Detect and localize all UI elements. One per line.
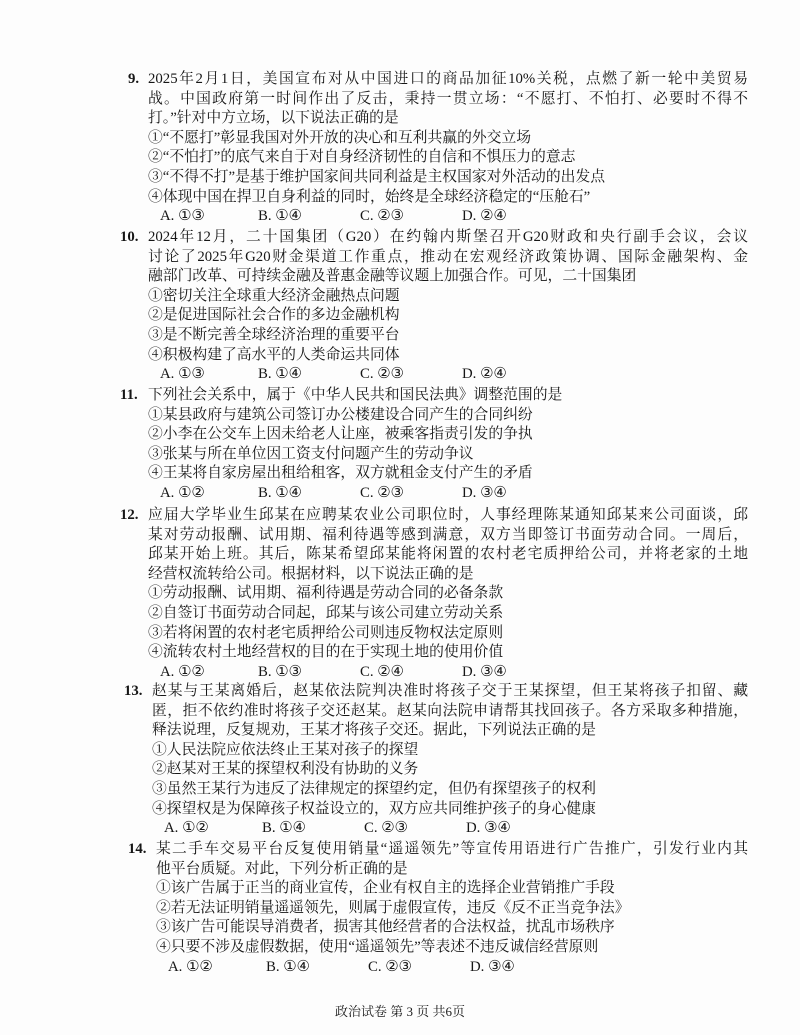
stem-line: 邱某开始上班。其后，陈某希望邱某能将闲置的农村老宅质押给公司，并将老家的土地 <box>148 546 748 563</box>
statement-3: ③虽然王某行为违反了法律规定的探望约定，但仍有探望孩子的权利 <box>152 780 596 797</box>
stem-line: 应届大学毕业生邱某在应聘某农业公司职位时，人事经理陈某通知邱某来公司面谈，邱 <box>148 507 748 523</box>
choice-a: A. ①② <box>160 484 205 501</box>
question-number: 14. <box>128 841 147 857</box>
statement-3: ③“不得不打”是基于维护国家间共同利益是主权国家对外活动的出发点 <box>148 168 606 185</box>
statement-3: ③是不断完善全球经济治理的重要平台 <box>148 326 400 343</box>
statement-2: ②小李在公交车上因未给老人让座，被乘客指责引发的争执 <box>148 426 533 443</box>
statement-1: ①“不愿打”彰显我国对外开放的决心和互利共赢的外交立场 <box>148 129 532 146</box>
question-number: 10. <box>120 229 139 245</box>
stem-line: 战。中国政府第一时间作出了反击，秉持一贯立场：“不愿打、不怕打、必要时不得不 <box>148 90 748 107</box>
choice-c: C. ②③ <box>360 208 404 225</box>
choice-d: D. ③④ <box>470 958 515 975</box>
choice-b: B. ①④ <box>258 208 302 225</box>
statement-1: ①某县政府与建筑公司签订办公楼建设合同产生的合同纠纷 <box>148 406 533 423</box>
stem-line: 融部门改革、可持续金融及普惠金融等议题上加强合作。可见，二十国集团 <box>148 268 637 285</box>
choice-c: C. ②③ <box>360 484 404 501</box>
choice-b: B. ①③ <box>258 663 302 680</box>
question-9 <box>128 70 748 227</box>
statement-4: ④积极构建了高水平的人类命运共同体 <box>148 346 400 363</box>
stem-line: 某对劳动报酬、试用期、福利待遇等感到满意，双方当即签订书面劳动合同。一周后， <box>148 526 748 543</box>
statement-3: ③该广告可能误导消费者，损害其他经营者的合法权益，扰乱市场秩序 <box>156 919 615 936</box>
stem-line: 经营权流转给公司。根据材料，以下说法正确的是 <box>148 565 474 582</box>
stem-line: 打。”针对中方立场，以下说法正确的是 <box>148 110 399 127</box>
choice-a: A. ①② <box>168 958 213 975</box>
statement-1: ①密切关注全球重大经济金融热点问题 <box>148 287 400 304</box>
question-11 <box>120 386 748 504</box>
answer-choices <box>148 484 748 504</box>
question-10 <box>120 228 748 385</box>
stem-line: 讨论了2025年G20财金渠道工作重点，推动在宏观经济政策协调、国际金融架构、金 <box>148 248 748 265</box>
stem-line: 下列社会关系中，属于《中华人民共和国民法典》调整范围的是 <box>148 387 563 403</box>
stem-line: 他平台质疑。对此，下列分析正确的是 <box>156 860 408 877</box>
choice-d: D. ③④ <box>462 663 507 680</box>
question-12 <box>120 506 748 682</box>
choice-d: D. ②④ <box>462 366 507 383</box>
statement-2: ②是促进国际社会合作的多边金融机构 <box>148 307 400 324</box>
question-number: 12. <box>120 507 139 523</box>
choice-d: D. ③④ <box>462 484 507 501</box>
statement-3: ③若将闲置的农村老宅质押给公司则违反物权法定原则 <box>148 624 504 641</box>
choice-b: B. ①④ <box>266 958 310 975</box>
choice-c: C. ②④ <box>360 663 404 680</box>
stem-line: 释法说理，反复规劝，王某才将孩子交还。据此，下列说法正确的是 <box>152 722 596 739</box>
choice-c: C. ②③ <box>360 366 404 383</box>
statement-1: ①人民法院应依法终止王某对孩子的探望 <box>152 741 419 758</box>
choice-a: A. ①② <box>160 663 205 680</box>
stem-line: 匿，拒不依约准时将孩子交还赵某。赵某向法院申请帮其找回孩子。各方采取多种措施， <box>152 702 748 719</box>
stem-line: 2025年2月1日，美国宣布对从中国进口的商品加征10%关税，点燃了新一轮中美贸易 <box>148 71 748 87</box>
answer-choices <box>156 958 748 978</box>
choice-b: B. ①④ <box>262 820 306 837</box>
answer-choices <box>148 663 748 683</box>
answer-choices <box>148 207 748 227</box>
statement-2: ②“不怕打”的底气来自于对自身经济韧性的自信和不惧压力的意志 <box>148 149 576 166</box>
choice-a: A. ①③ <box>160 208 205 225</box>
question-number: 13. <box>124 683 143 699</box>
choice-a: A. ①② <box>164 820 209 837</box>
stem-line: 2024年12月，二十国集团（G20）在约翰内斯堡召开G20财政和央行副手会议，会议 <box>148 229 748 245</box>
choice-d: D. ②④ <box>462 208 507 225</box>
answer-choices <box>152 819 748 839</box>
stem-line: 赵某与王某离婚后，赵某依法院判决准时将孩子交于王某探望，但王某将孩子扣留、藏 <box>152 683 748 699</box>
choice-b: B. ①④ <box>258 484 302 501</box>
statement-4: ④流转农村土地经营权的目的在于实现土地的使用价值 <box>148 644 504 661</box>
question-number: 9. <box>128 71 140 87</box>
stem-line: 某二手车交易平台反复使用销量“遥遥领先”等宣传用语进行广告推广，引发行业内其 <box>156 841 748 857</box>
choice-d: D. ③④ <box>466 820 511 837</box>
answer-choices <box>148 365 748 385</box>
statement-3: ③张某与所在单位因工资支付问题产生的劳动争议 <box>148 445 474 462</box>
statement-2: ②若无法证明销量遥遥领先，则属于虚假宣传，违反《反不正当竞争法》 <box>156 899 630 916</box>
statement-4: ④王某将自家房屋出租给租客，双方就租金支付产生的矛盾 <box>148 465 533 482</box>
statement-4: ④只要不涉及虚假数据，使用“遥遥领先”等表述不违反诚信经营原则 <box>156 938 599 955</box>
question-14 <box>128 840 748 977</box>
statement-4: ④探望权是为保障孩子权益设立的，双方应共同维护孩子的身心健康 <box>152 800 596 817</box>
statement-2: ②赵某对王某的探望权利没有协助的义务 <box>152 761 419 778</box>
statement-1: ①该广告属于正当的商业宣传，企业有权自主的选择企业营销推广手段 <box>156 880 615 897</box>
choice-c: C. ②③ <box>368 958 412 975</box>
statement-4: ④体现中国在捍卫自身利益的同时，始终是全球经济稳定的“压舱石” <box>148 188 591 205</box>
choice-b: B. ①④ <box>258 366 302 383</box>
question-13 <box>124 682 748 839</box>
statement-1: ①劳动报酬、试用期、福利待遇是劳动合同的必备条款 <box>148 585 504 602</box>
choice-c: C. ②③ <box>364 820 408 837</box>
page-footer: 政治试卷 第 3 页 共6页 <box>334 1004 465 1019</box>
choice-a: A. ①③ <box>160 366 205 383</box>
question-number: 11. <box>120 387 138 403</box>
statement-2: ②自签订书面劳动合同起，邱某与该公司建立劳动关系 <box>148 604 504 621</box>
